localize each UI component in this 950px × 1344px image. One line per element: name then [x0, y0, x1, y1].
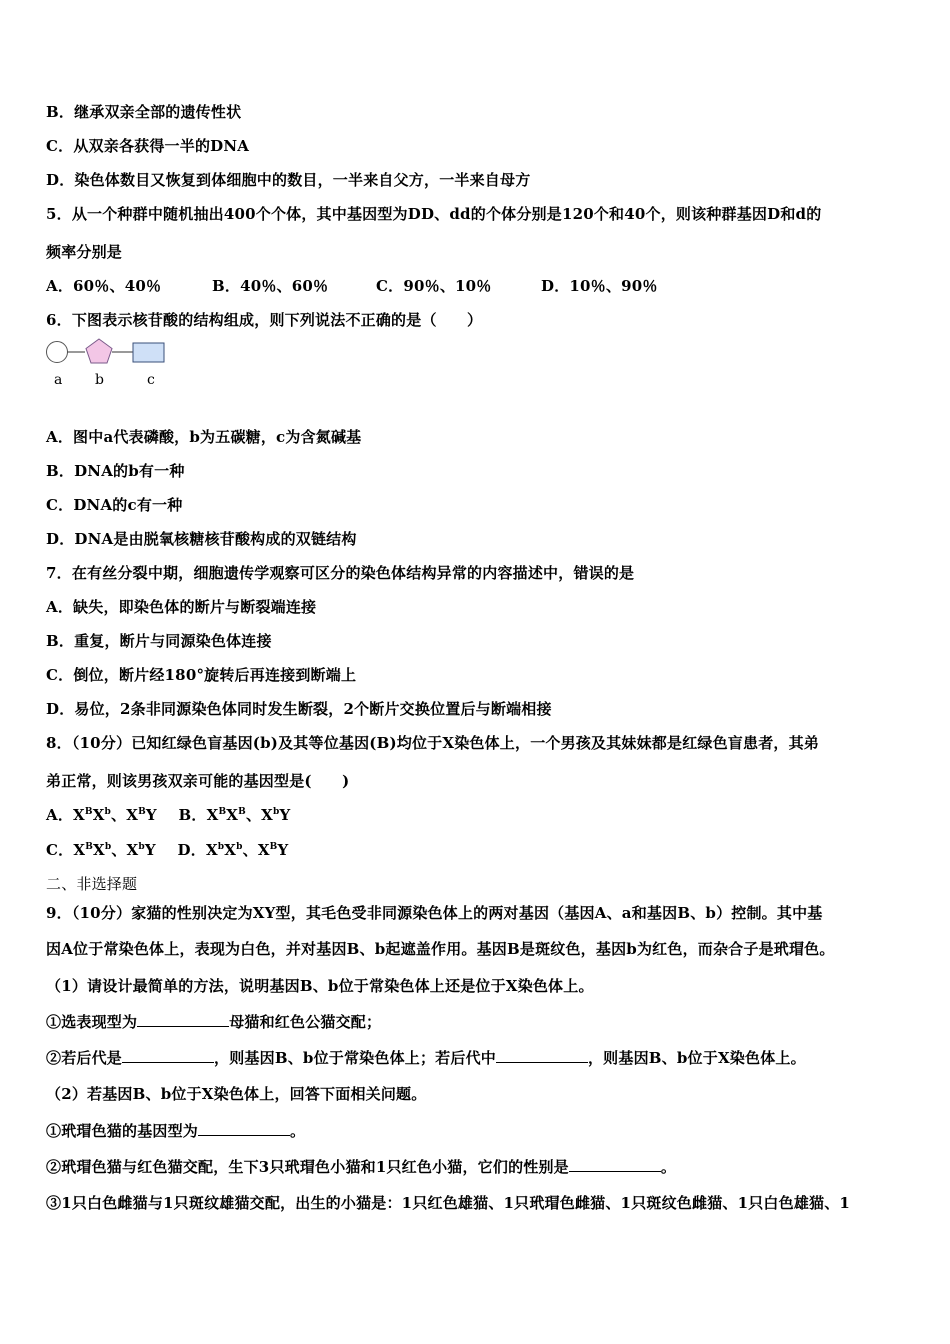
phosphate-circle: [47, 342, 68, 363]
q7-option-d: D．易位，2条非同源染色体同时发生断裂，2个断片交换位置后与断端相接: [46, 700, 552, 718]
q4-option-b: B．继承双亲全部的遗传性状: [46, 103, 242, 121]
base-rectangle: [133, 343, 164, 362]
q8-options-row1: [46, 805, 290, 825]
q6-option-d: D．DNA是由脱氧核糖核苷酸构成的双链结构: [46, 530, 357, 548]
q8-options-row2: [46, 840, 288, 860]
q9-part1-b: ②若后代是 ，则基因B、b位于常染色体上；若后代中 ，则基因B、b位于X染色体上。: [46, 1049, 806, 1067]
answer-blank[interactable]: [496, 1048, 588, 1063]
q9-part2: （2）若基因B、b位于X染色体上，回答下面相关问题。: [46, 1085, 427, 1103]
sugar-pentagon: [86, 339, 112, 363]
q7-stem: 7．在有丝分裂中期，细胞遗传学观察可区分的染色体结构异常的内容描述中，错误的是: [46, 564, 635, 582]
q5-option-c: C．90％、10％: [376, 277, 492, 295]
q8-option-a: A．$X^BX^b$、$X^BY$: [46, 806, 157, 824]
section-heading: 二、非选择题: [46, 875, 138, 893]
label-a: a: [54, 372, 63, 388]
q8-option-b: B．$X^BX^B$、$X^bY$: [178, 806, 291, 824]
q9-stem-line2: 因A位于常染色体上，表现为白色，并对基因B、b起遮盖作用。基因B是斑纹色，基因b为红色，而杂合子是玳瑁色。: [46, 940, 835, 958]
q5-stem-line2: 频率分别是: [46, 243, 123, 261]
q7-option-b: B．重复，断片与同源染色体连接: [46, 632, 272, 650]
answer-blank[interactable]: [137, 1012, 229, 1027]
q5-option-b: B．40％、60％: [212, 277, 329, 295]
q5-options: [46, 276, 658, 296]
label-c: c: [147, 372, 155, 388]
q8-stem-line1: 8．（10分）已知红绿色盲基因(b)及其等位基因(B)均位于X染色体上，一个男孩及其妹妹都是红绿色盲患者，其弟: [46, 734, 820, 752]
q9-part2-b: ②玳瑁色猫与红色猫交配，生下3只玳瑁色小猫和1只红色小猫，它们的性别是 。: [46, 1158, 677, 1176]
answer-blank[interactable]: [122, 1048, 214, 1063]
q7-option-a: A．缺失，即染色体的断片与断裂端连接: [46, 598, 317, 616]
q4-option-c: C．从双亲各获得一半的DNA: [46, 137, 250, 155]
q5-stem-line1: 5．从一个种群中随机抽出400个个体，其中基因型为DD、dd的个体分别是120个和40个，则该种群基因D和d的: [46, 205, 822, 223]
q5-option-d: D．10％、90％: [541, 277, 658, 295]
label-b: b: [95, 372, 104, 388]
nucleotide-diagram: [44, 338, 174, 368]
q6-stem: 6．下图表示核苷酸的结构组成，则下列说法不正确的是（ ）: [46, 311, 483, 329]
q6-option-c: C．DNA的c有一种: [46, 496, 183, 514]
nucleotide-figure: [44, 338, 174, 388]
q6-option-b: B．DNA的b有一种: [46, 462, 185, 480]
q8-stem-line2: 弟正常，则该男孩双亲可能的基因型是( ): [46, 772, 350, 790]
answer-blank[interactable]: [569, 1157, 661, 1172]
answer-blank[interactable]: [198, 1121, 290, 1136]
q8-option-c: C．$X^BX^b$、$X^bY$: [46, 841, 156, 859]
q8-option-d: D．$X^bX^b$、$X^BY$: [177, 841, 289, 859]
q6-option-a: A．图中a代表磷酸，b为五碳糖，c为含氮碱基: [46, 428, 362, 446]
q4-option-d: D．染色体数目又恢复到体细胞中的数目，一半来自父方，一半来自母方: [46, 171, 531, 189]
q5-option-a: A．60％、40％: [46, 277, 162, 295]
q9-part2-c: ③1只白色雌猫与1只斑纹雄猫交配，出生的小猫是：1只红色雄猫、1只玳瑁色雌猫、1只斑纹色雌猫、1只白色雄猫、1: [46, 1194, 851, 1212]
q9-part2-a: ①玳瑁色猫的基因型为 。: [46, 1122, 306, 1140]
q9-part1-a: ①选表现型为 母猫和红色公猫交配；: [46, 1013, 382, 1031]
q9-stem-line1: 9．（10分）家猫的性别决定为XY型，其毛色受非同源染色体上的两对基因（基因A、a和基因B、b）控制。其中基: [46, 904, 823, 922]
q9-part1: （1）请设计最简单的方法，说明基因B、b位于常染色体上还是位于X染色体上。: [46, 977, 594, 995]
q7-option-c: C．倒位，断片经180°旋转后再连接到断端上: [46, 666, 357, 684]
